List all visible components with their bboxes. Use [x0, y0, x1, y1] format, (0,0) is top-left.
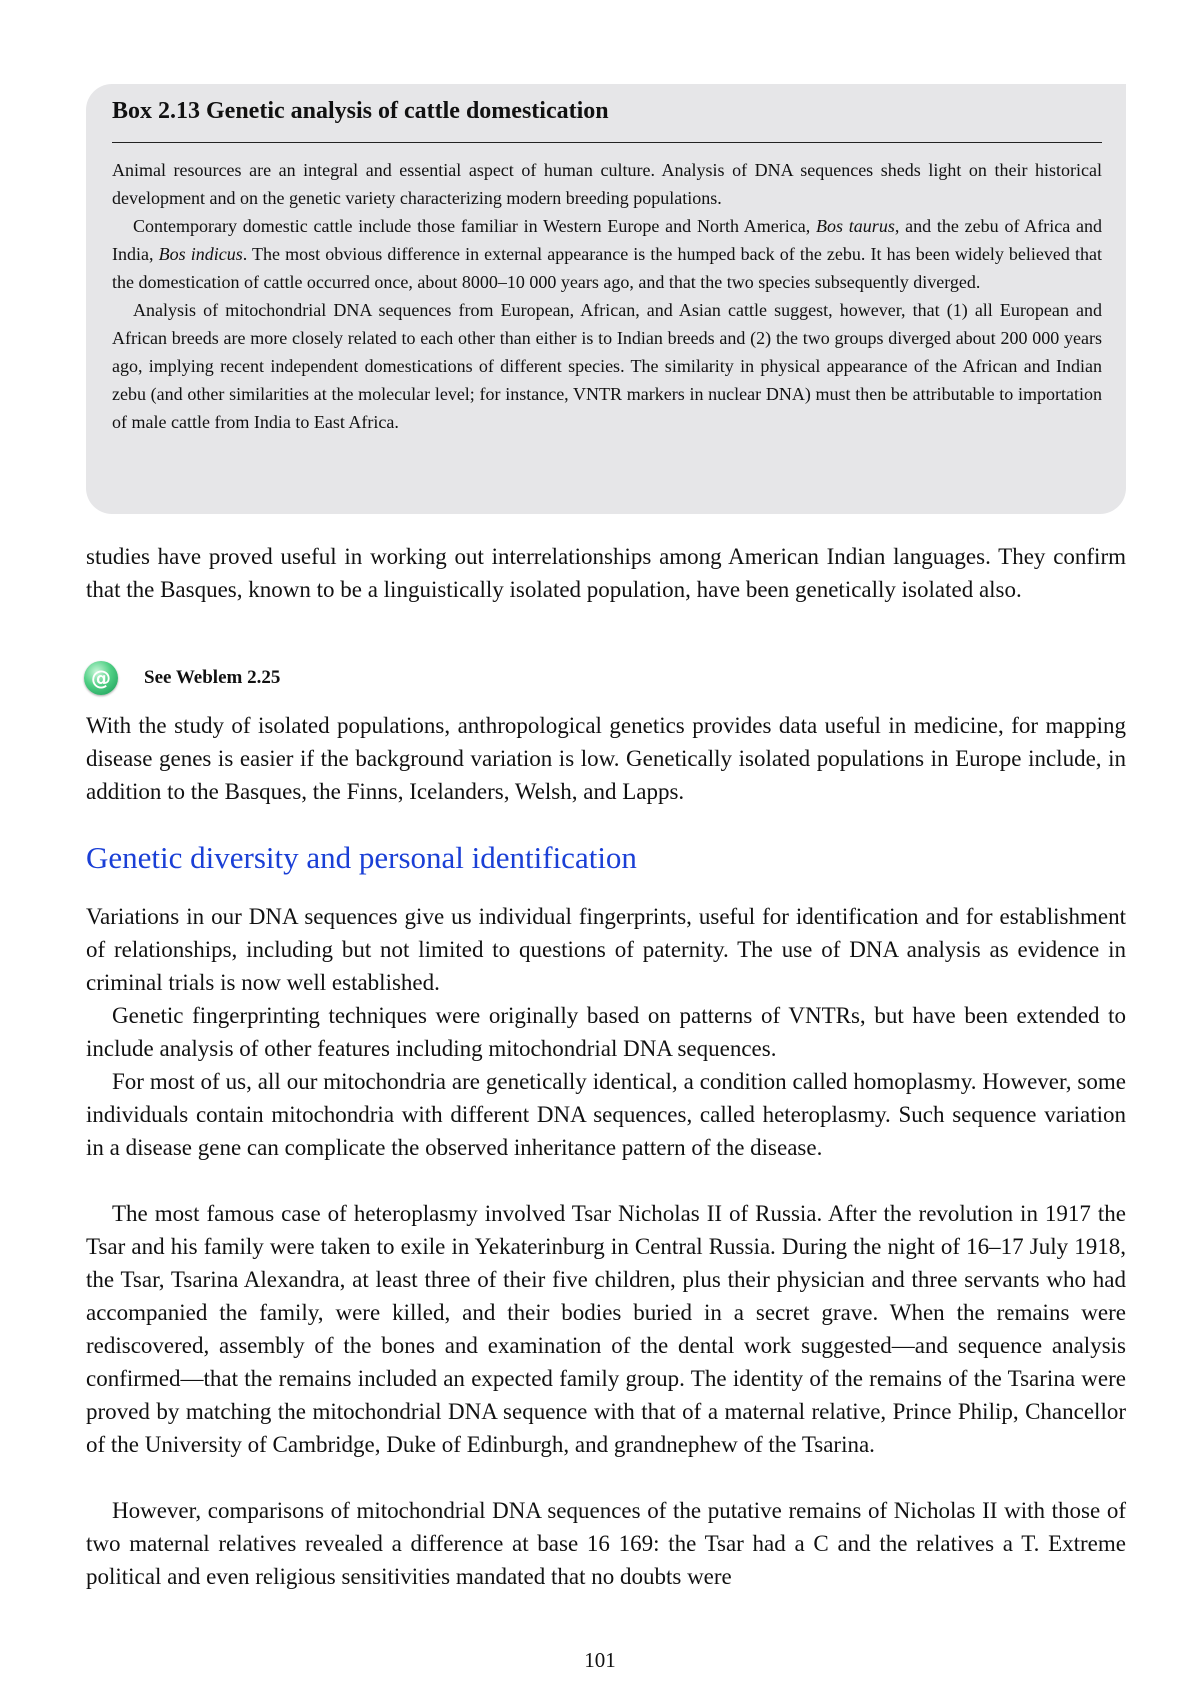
box-paragraph: Analysis of mitochondrial DNA sequences from European, African, and Asian cattle suggest, however, that (1) all European and African breeds are more closely related to each other than either is to Indian breeds and (2) the two groups diverged about 200 000 years ago, implying recent independent domestications of different species. The similarity in physical appearance of the African and Indian zebu (and other similarities at the molecular level; for instance, VNTR markers in nuclear DNA) must then be attributable to importation of male cattle from India to East Africa. [112, 300, 1102, 432]
body-paragraph: With the study of isolated populations, anthropological genetics provides data useful in medicine, for mapping disease genes is easier if the background variation is low. Genetically isolated populations in Europe include, in addition to the Basques, the Finns, Icelanders, Welsh, and Lapps. [86, 713, 1126, 804]
body-paragraph: The most famous case of heteroplasmy involved Tsar Nicholas II of Russia. After the revolution in 1917 the Tsar and his family were taken to exile in Yekaterinburg in Central Russia. During the night of 16–17 July 1918, the Tsar, Tsarina Alexandra, at least three of their five children, plus their physician and three servants who had accompanied the family, were killed, and their bodies buried in a secret grave. When the remains were rediscovered, assembly of the bones and examination of the dental work suggested—and sequence analysis confirmed—that the remains included an expected family group. The identity of the remains of the Tsarina were proved by matching the mitochondrial DNA sequence with that of a maternal relative, Prince Philip, Chancellor of the University of Cambridge, Duke of Edinburgh, and grandnephew of the Tsarina. [86, 1201, 1126, 1457]
body-paragraph: However, comparisons of mitochondrial DNA sequences of the putative remains of Nicholas II with those of two maternal relatives revealed a difference at base 16 169: the Tsar had a C and the relatives a T. Extreme political and even religious sensitivities mandated that no doubts were [86, 1498, 1126, 1589]
weblem-reference[interactable] [84, 660, 280, 696]
body-paragraph: studies have proved useful in working out interrelationships among American Indian languages. They confirm that the Basques, known to be a linguistically isolated population, have been genetically isolated also. [86, 544, 1126, 602]
body-paragraph: Variations in our DNA sequences give us individual fingerprints, useful for identification and for establishment of relationships, including but not limited to questions of paternity. The use of DNA analysis as evidence in criminal trials is now well established. [86, 904, 1126, 995]
weblem-label[interactable]: See Weblem 2.25 [144, 667, 281, 688]
box-divider [112, 142, 1102, 143]
body-paragraph: Genetic fingerprinting techniques were originally based on patterns of VNTRs, but have been extended to include analysis of other features including mitochondrial DNA sequences. [86, 1003, 1126, 1061]
box-paragraph: Animal resources are an integral and essential aspect of human culture. Analysis of DNA sequences sheds light on their historical development and on the genetic variety characterizing modern breeding populations. [112, 160, 1102, 208]
species-name: Bos taurus [816, 216, 895, 236]
page-number: 101 [584, 1648, 616, 1672]
section-heading: Genetic diversity and personal identification [86, 840, 637, 875]
info-box [86, 84, 1126, 514]
box-paragraph: Contemporary domestic cattle include those familiar in Western Europe and North America, Bos taurus, and the zebu of Africa and India, Bos indicus. The most obvious difference in external appearance is the humped back of the zebu. It has been widely believed that the domestication of cattle occurred once, about 8000–10 000 years ago, and that the two species subsequently diverged. [112, 216, 1103, 292]
web-at-icon: @ [84, 661, 118, 695]
body-paragraph: For most of us, all our mitochondria are genetically identical, a condition called homoplasmy. However, some individuals contain mitochondria with different DNA sequences, called heteroplasmy. Such sequence variation in a disease gene can complicate the observed inheritance pattern of the disease. [86, 1069, 1126, 1160]
box-title: Box 2.13 Genetic analysis of cattle domestication [112, 98, 609, 124]
species-name: Bos indicus [158, 244, 243, 264]
